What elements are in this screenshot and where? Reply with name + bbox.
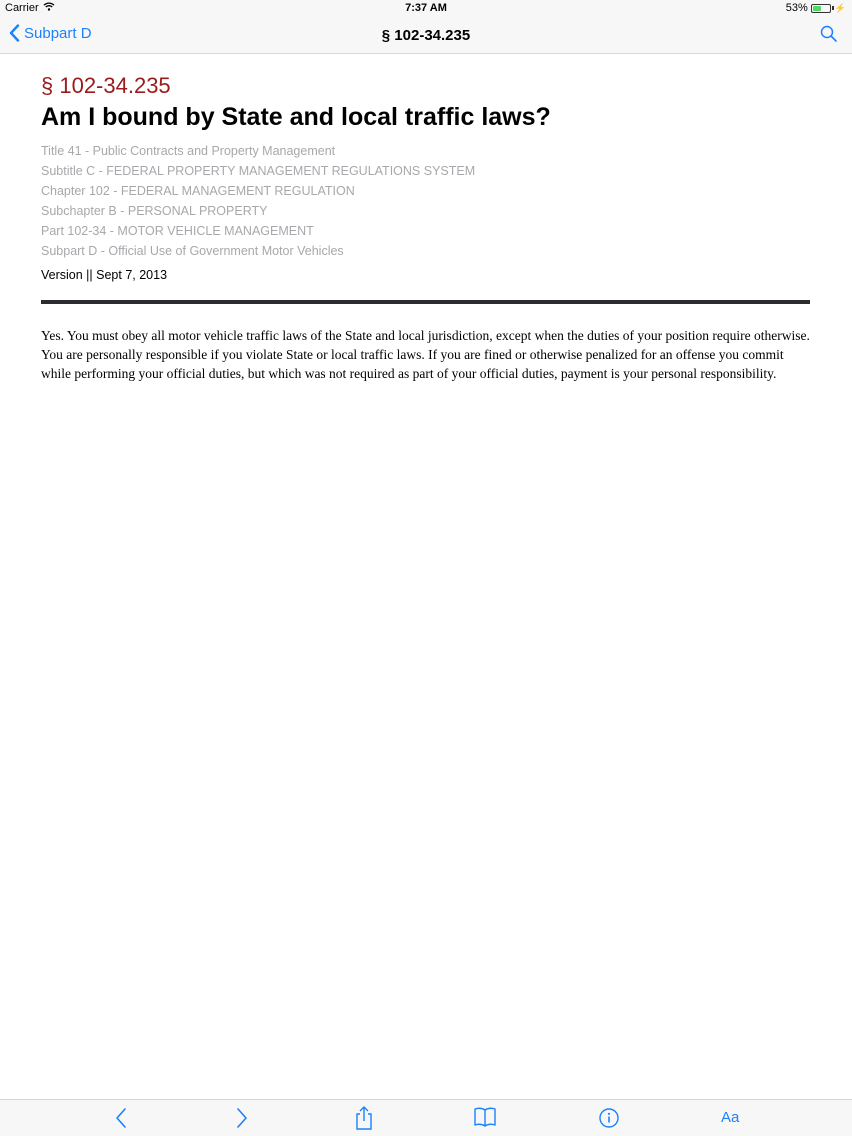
hierarchy-breadcrumb	[41, 141, 810, 261]
info-icon	[598, 1107, 620, 1129]
previous-button[interactable]	[114, 1107, 128, 1134]
font-size-icon: Aa	[721, 1109, 740, 1126]
divider	[41, 300, 810, 304]
share-button[interactable]	[354, 1105, 374, 1136]
status-right	[786, 2, 846, 14]
chevron-left-icon	[114, 1107, 128, 1129]
status-bar	[0, 0, 852, 18]
hierarchy-part[interactable]: Part 102-34 - MOTOR VEHICLE MANAGEMENT	[41, 224, 314, 238]
version-label: Version || Sept 7, 2013	[41, 268, 168, 282]
share-icon	[354, 1105, 374, 1131]
hierarchy-subchapter[interactable]: Subchapter B - PERSONAL PROPERTY	[41, 204, 268, 218]
section-number: § 102-34.235	[41, 73, 171, 98]
hierarchy-subpart[interactable]: Subpart D - Official Use of Government Motor Vehicles	[41, 244, 344, 258]
battery-tip	[832, 6, 834, 10]
section-body-text: Yes. You must obey all motor vehicle traffic laws of the State and local jurisdiction, except when the duties of your position require otherwise. You are personally responsible if you violate State or local traffic laws. If you are fined or otherwise penalized for an offense you commit while performing your official duties, but which was not required as part of your official duties, payment is your personal responsibility.	[41, 328, 810, 381]
bookmarks-button[interactable]	[473, 1106, 497, 1133]
search-icon	[820, 25, 838, 43]
navigation-bar	[0, 18, 852, 54]
status-time: 7:37 AM	[405, 2, 447, 14]
hierarchy-title[interactable]: Title 41 - Public Contracts and Property Management	[41, 144, 336, 158]
back-button-label: Subpart D	[24, 24, 92, 42]
search-button[interactable]	[820, 25, 838, 48]
font-size-button[interactable]	[721, 1109, 739, 1126]
carrier-label: Carrier	[5, 2, 39, 14]
charging-bolt-icon: ⚡	[834, 2, 846, 13]
hierarchy-subtitle[interactable]: Subtitle C - FEDERAL PROPERTY MANAGEMENT REGULATIONS SYSTEM	[41, 164, 476, 178]
battery-percent: 53%	[785, 2, 808, 14]
info-button[interactable]	[598, 1107, 620, 1134]
document-content	[41, 70, 810, 383]
bottom-toolbar	[0, 1099, 852, 1136]
chevron-right-icon	[235, 1107, 249, 1129]
hierarchy-chapter[interactable]: Chapter 102 - FEDERAL MANAGEMENT REGULATION	[41, 184, 355, 198]
battery-icon	[811, 4, 831, 13]
nav-title: § 102-34.235	[381, 27, 471, 44]
next-button[interactable]	[235, 1107, 249, 1134]
section-title: Am I bound by State and local traffic laws?	[41, 103, 551, 131]
battery-fill	[813, 6, 821, 11]
book-icon	[473, 1106, 497, 1128]
